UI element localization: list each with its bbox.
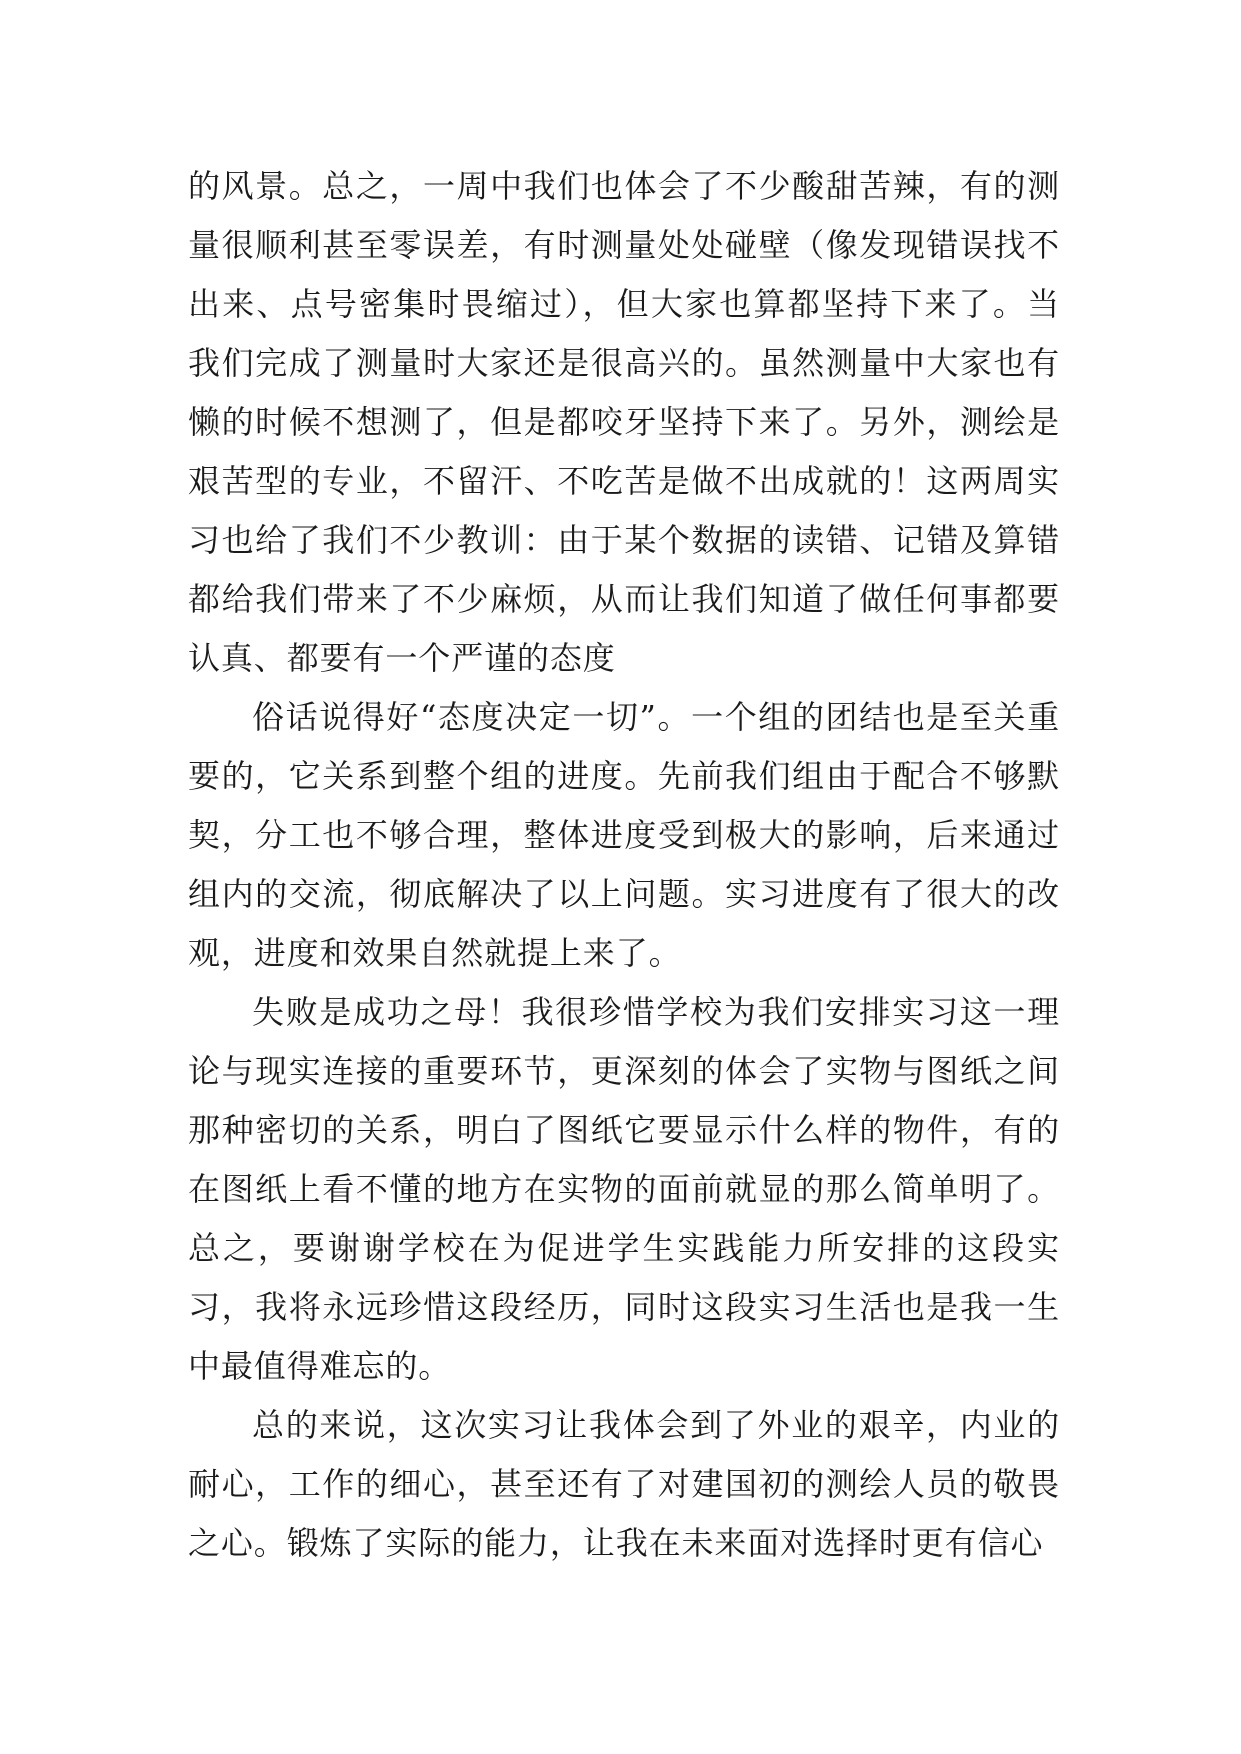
paragraph-attitude: 俗话说得好“态度决定一切”。一个组的团结也是至关重要的，它关系到整个组的进度。先前我们组由于配合不够默契，分工也不够合理，整体进度受到极大的影响，后来通过组内的交流，彻底解决了以上问题。实习进度有了很大的改观，进度和效果自然就提上来了。 xyxy=(188,698,1060,972)
paragraph-continuation: 的风景。总之，一周中我们也体会了不少酸甜苦辣，有的测量很顺利甚至零误差，有时测量处处碰壁（像发现错误找不出来、点号密集时畏缩过），但大家也算都坚持下来了。当我们完成了测量时大家还是很高兴的。虽然测量中大家也有懒的时候不想测了，但是都咬牙坚持下来了。另外，测绘是艰苦型的专业，不留汗、不吃苦是做不出成就的！这两周实习也给了我们不少教训：由于某个数据的读错、记错及算错都给我们带来了不少麻烦，从而让我们知道了做任何事都要认真、都要有一个严谨的态度 xyxy=(188,167,1060,677)
document-body xyxy=(188,157,1060,1573)
paragraph-summary: 总的来说，这次实习让我体会到了外业的艰辛，内业的耐心，工作的细心，甚至还有了对建国初的测绘人员的敬畏之心。锻炼了实际的能力，让我在未来面对选择时更有信心 xyxy=(188,1406,1060,1562)
paragraph-failure: 失败是成功之母！我很珍惜学校为我们安排实习这一理论与现实连接的重要环节，更深刻的体会了实物与图纸之间那种密切的关系，明白了图纸它要显示什么样的物件，有的在图纸上看不懂的地方在实物的面前就显的那么简单明了。总之，要谢谢学校在为促进学生实践能力所安排的这段实习，我将永远珍惜这段经历，同时这段实习生活也是我一生中最值得难忘的。 xyxy=(188,993,1060,1385)
